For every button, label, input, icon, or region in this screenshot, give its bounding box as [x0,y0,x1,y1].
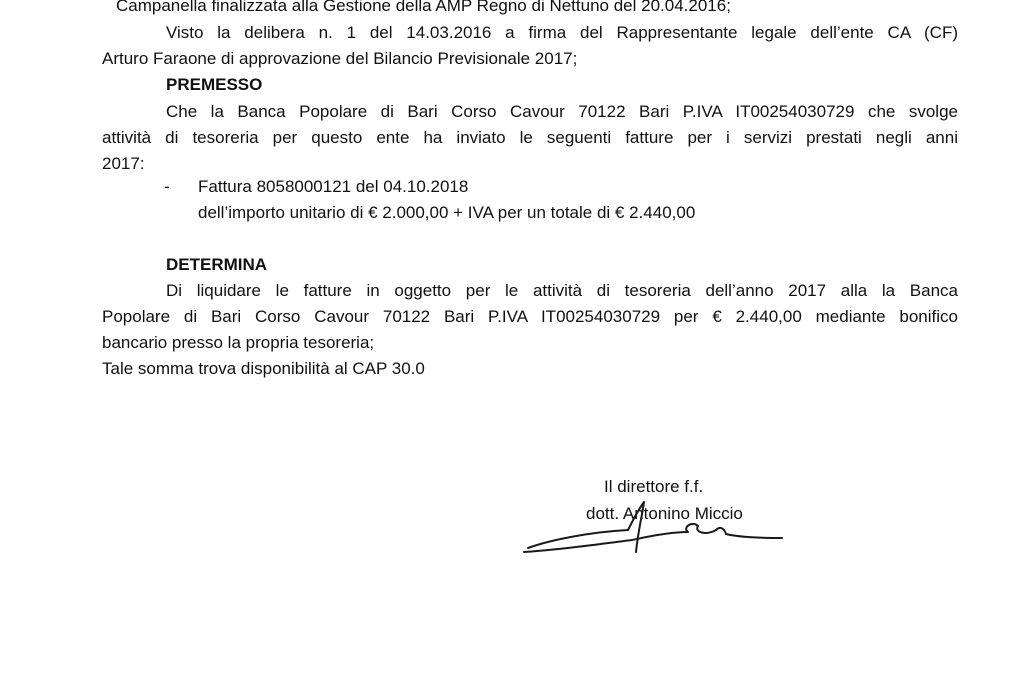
bullet-dash: - [164,177,170,196]
invoice-line: Fattura 8058000121 del 04.10.2018 [198,177,469,196]
text-line: Che la Banca Popolare di Bari Corso Cavour 70122 Bari P.IVA IT00254030729 che svolge [166,102,958,121]
text-line: attività di tesoreria per questo ente ha inviato le seguenti fatture per i servizi prestati negli anni [102,128,958,147]
text-line: Campanella finalizzata alla Gestione della AMP Regno di Nettuno del 20.04.2016; [116,0,731,15]
handwritten-signature [520,492,800,572]
invoice-amount-line: dell’importo unitario di € 2.000,00 + IVA per un totale di € 2.440,00 [198,203,696,222]
text-line: Arturo Faraone di approvazione del Bilancio Previsionale 2017; [102,49,578,68]
section-heading-determina: DETERMINA [166,255,268,274]
text-line: Di liquidare le fatture in oggetto per le attività di tesoreria dell’anno 2017 alla la Banca [166,281,958,300]
text-line: Visto la delibera n. 1 del 14.03.2016 a firma del Rappresentante legale dell’ente CA (CF) [166,23,958,42]
signature-name: dott. Antonino Miccio [586,504,743,523]
text-line: Popolare di Bari Corso Cavour 70122 Bari P.IVA IT00254030729 per € 2.440,00 mediante bonifico [102,307,958,326]
text-line: 2017: [102,154,145,173]
text-line: bancario presso la propria tesoreria; [102,333,375,352]
signature-role: Il direttore f.f. [604,477,704,496]
section-heading-premesso: PREMESSO [166,75,263,94]
text-line: Tale somma trova disponibilità al CAP 30.0 [102,359,425,378]
